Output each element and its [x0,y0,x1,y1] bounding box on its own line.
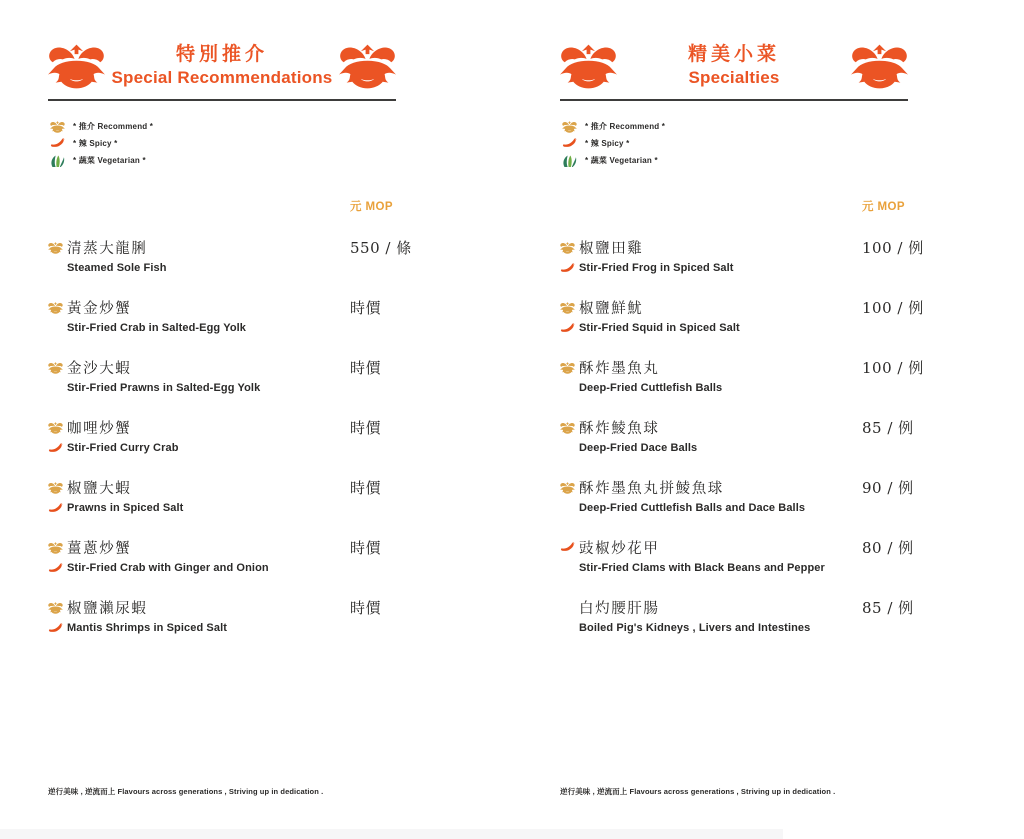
item-subtitle-line [560,322,908,334]
legend-item-recommend [562,118,665,135]
item-price: 100 / 例 [862,299,924,317]
item-title-line [48,417,396,438]
menu-item [48,357,396,417]
item-icon-gutter [48,362,67,374]
item-subtitle-line [48,622,396,634]
item-icon-gutter [48,242,67,254]
spicy-chili-icon [560,263,575,274]
item-subtitle-line [560,622,908,634]
item-name-zh: 白灼腰肝腸 [579,601,660,617]
item-title-line [560,597,908,618]
item-icon-gutter [48,302,67,314]
recommend-crab-icon [48,362,63,374]
page-title-zh: 特別推介 [175,44,268,65]
item-name-zh: 椒鹽大蝦 [67,481,132,497]
item-title-line [560,237,908,258]
recommend-crab-icon [48,482,63,494]
item-name-zh: 薑蔥炒蟹 [67,541,132,557]
legend [562,118,665,169]
item-name-zh: 椒鹽瀨尿蝦 [67,601,148,617]
item-name-en: Stir-Fried Crab in Salted-Egg Yolk [67,322,247,334]
legend-label: * 蔬菜 Vegetarian * [585,156,658,165]
item-icon-gutter [560,323,579,334]
menu-page-specialties [512,0,1024,839]
item-name-zh: 酥炸墨魚丸 [579,361,660,377]
currency-header: 元 MOP [350,201,393,213]
item-icon-gutter [48,482,67,494]
item-name-en: Stir-Fried Prawns in Salted-Egg Yolk [67,382,261,394]
page-footer-slogan: 逆行美味 , 逆流而上 Flavours across generations , Striving up in dedication . [48,787,324,796]
recommend-crab-icon [560,242,575,254]
recommend-crab-icon [48,302,63,314]
item-price: 時價 [350,479,382,497]
item-title-line [48,237,396,258]
crab-icon [339,44,396,89]
item-subtitle-line [560,382,908,394]
item-icon-gutter [48,443,67,454]
item-price: 80 / 例 [862,539,914,557]
item-price: 550 / 條 [350,239,412,257]
item-icon-gutter [560,362,579,374]
menu-items [48,237,412,657]
item-name-zh: 咖哩炒蟹 [67,421,132,437]
item-name-zh: 酥炸墨魚丸拼鯪魚球 [579,481,724,497]
spicy-chili-icon [560,542,575,553]
recommend-crab-icon [560,422,575,434]
item-price: 時價 [350,599,382,617]
page-header [560,44,908,89]
item-title-line [560,297,908,318]
recommend-crab-icon [48,422,63,434]
menu-item [560,477,914,537]
legend-label: * 辣 Spicy * [73,139,118,148]
item-name-zh: 椒鹽鮮魷 [579,301,644,317]
menu-item [560,537,914,597]
item-price: 90 / 例 [862,479,914,497]
recommend-crab-icon [48,242,63,254]
item-icon-gutter [48,542,67,554]
leaf-icon [562,155,577,167]
legend-item-spicy [50,135,153,152]
item-subtitle-line [48,262,396,274]
legend-label: * 推介 Recommend * [73,122,154,131]
crab-icon [562,121,577,133]
crab-icon [48,44,105,89]
page-footer-slogan: 逆行美味 , 逆流而上 Flavours across generations , Striving up in dedication . [560,787,836,796]
item-title-line [560,477,908,498]
item-subtitle-line [560,502,908,514]
item-title-line [48,357,396,378]
item-title-line [48,477,396,498]
item-name-en: Deep-Fried Cuttlefish Balls and Dace Balls [579,502,806,514]
item-icon-gutter [48,503,67,514]
crab-icon [851,44,908,89]
spicy-chili-icon [48,563,63,574]
item-name-en: Prawns in Spiced Salt [67,502,184,514]
item-price: 時價 [350,419,382,437]
item-name-en: Stir-Fried Crab with Ginger and Onion [67,562,269,574]
spicy-chili-icon [48,623,63,634]
item-icon-gutter [48,563,67,574]
item-name-en: Stir-Fried Clams with Black Beans and Pepper [579,562,825,574]
legend-label: * 蔬菜 Vegetarian * [73,156,146,165]
page-title-zh: 精美小菜 [687,44,780,65]
item-name-en: Deep-Fried Cuttlefish Balls [579,382,723,394]
item-icon-gutter [560,242,579,254]
legend-label: * 推介 Recommend * [585,122,666,131]
item-subtitle-line [48,562,396,574]
chili-icon [562,138,577,149]
crab-icon [560,44,617,89]
crab-icon [50,121,65,133]
menu-item [48,537,396,597]
item-subtitle-line [560,442,908,454]
menu-item [560,297,924,357]
item-icon-gutter [560,542,579,553]
page-title-en: Specialties [688,68,780,87]
item-title-line [560,417,908,438]
item-subtitle-line [560,562,908,574]
item-icon-gutter [560,482,579,494]
item-price: 100 / 例 [862,239,924,257]
page-header [48,44,396,89]
chili-icon [50,138,65,149]
page-bottom-edge [0,829,783,839]
item-name-en: Steamed Sole Fish [67,262,167,274]
menu-item [48,597,396,657]
recommend-crab-icon [560,302,575,314]
item-price: 85 / 例 [862,599,914,617]
item-name-zh: 金沙大蝦 [67,361,132,377]
page-content [560,0,924,839]
item-icon-gutter [48,422,67,434]
item-price: 100 / 例 [862,359,924,377]
item-icon-gutter [560,263,579,274]
item-icon-gutter [48,602,67,614]
item-title-line [560,537,908,558]
recommend-crab-icon [48,602,63,614]
recommend-crab-icon [560,362,575,374]
header-divider [560,99,908,101]
menu-item [560,357,924,417]
item-price: 時價 [350,539,382,557]
legend-item-vegetarian [562,152,665,169]
item-title-line [560,357,908,378]
page-title-en: Special Recommendations [111,68,333,87]
item-name-zh: 黃金炒蟹 [67,301,132,317]
leaf-icon [50,155,65,167]
item-name-en: Stir-Fried Squid in Spiced Salt [579,322,740,334]
legend-item-recommend [50,118,153,135]
header-divider [48,99,396,101]
legend-item-vegetarian [50,152,153,169]
item-name-zh: 酥炸鯪魚球 [579,421,660,437]
item-name-en: Boiled Pig's Kidneys , Livers and Intestines [579,622,811,634]
item-icon-gutter [48,623,67,634]
item-icon-gutter [560,422,579,434]
item-subtitle-line [48,502,396,514]
item-price: 85 / 例 [862,419,914,437]
item-name-en: Stir-Fried Curry Crab [67,442,179,454]
item-subtitle-line [48,382,396,394]
legend [50,118,153,169]
item-price: 時價 [350,299,382,317]
item-name-en: Stir-Fried Frog in Spiced Salt [579,262,734,274]
spicy-chili-icon [48,503,63,514]
item-price: 時價 [350,359,382,377]
item-title-line [48,597,396,618]
page-title [617,39,851,88]
menu-item [48,417,396,477]
legend-label: * 辣 Spicy * [585,139,630,148]
menu-item [560,237,924,297]
currency-header: 元 MOP [862,201,905,213]
item-name-en: Deep-Fried Dace Balls [579,442,698,454]
spicy-chili-icon [560,323,575,334]
item-icon-gutter [560,302,579,314]
item-subtitle-line [560,262,908,274]
page-content [48,0,412,839]
item-name-en: Mantis Shrimps in Spiced Salt [67,622,227,634]
menu-item [48,237,412,297]
spicy-chili-icon [48,443,63,454]
menu-item [560,597,914,657]
item-name-zh: 豉椒炒花甲 [579,541,660,557]
item-name-zh: 清蒸大龍脷 [67,241,148,257]
menu-item [48,297,396,357]
item-subtitle-line [48,442,396,454]
page-title [105,39,339,88]
menu-items [560,237,924,657]
recommend-crab-icon [48,542,63,554]
item-subtitle-line [48,322,396,334]
menu-item [48,477,396,537]
recommend-crab-icon [560,482,575,494]
item-title-line [48,537,396,558]
item-title-line [48,297,396,318]
legend-item-spicy [562,135,665,152]
item-name-zh: 椒鹽田雞 [579,241,644,257]
menu-item [560,417,914,477]
